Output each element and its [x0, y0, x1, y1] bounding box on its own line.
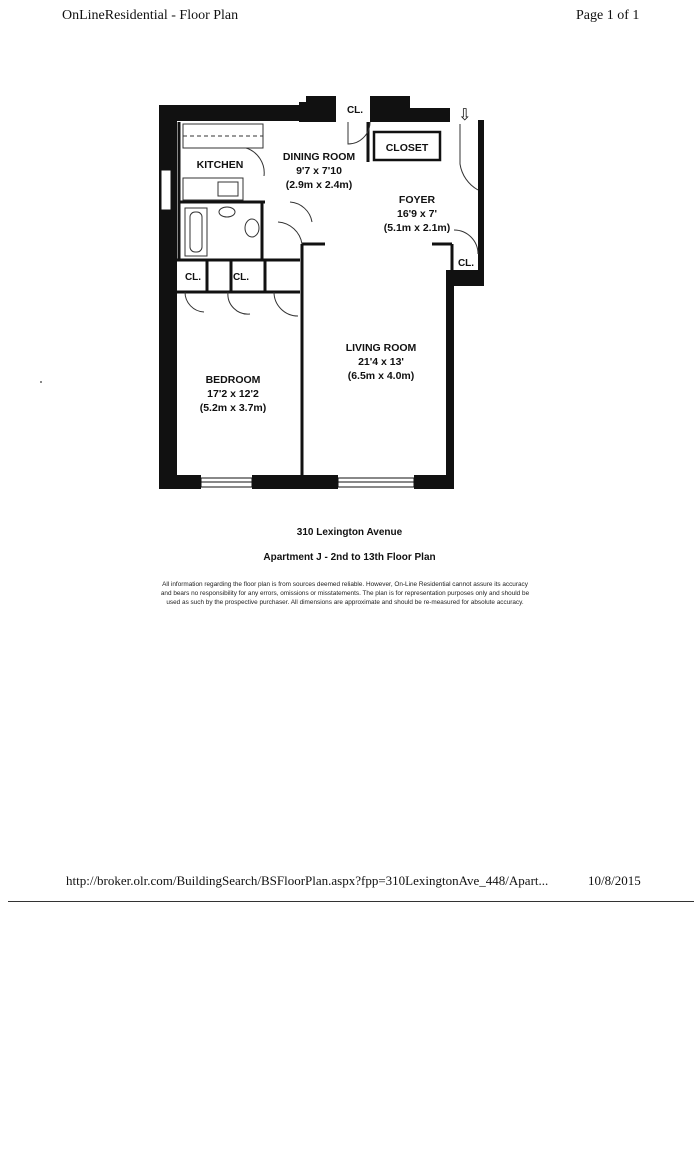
entry-arrow-icon: ⇩	[458, 105, 472, 124]
room-name-foyer: FOYER	[398, 194, 436, 206]
room-metric-living: (6.5m x 4.0m)	[347, 370, 415, 382]
room-dims-dining: 9'7 x 7'10	[296, 165, 342, 177]
closet-label: CLOSET	[385, 142, 429, 154]
room-dims-living: 21'4 x 13'	[358, 356, 404, 368]
windows	[161, 170, 414, 487]
closet-label-foyer: CL.	[457, 258, 475, 269]
room-dims-foyer: 16'9 x 7'	[396, 208, 438, 220]
document-title: OnLineResidential - Floor Plan	[62, 8, 239, 23]
room-metric-foyer: (5.1m x 2.1m)	[383, 222, 451, 234]
disclaimer	[92, 580, 598, 607]
source-url: http://broker.olr.com/BuildingSearch/BSFloorPlan.aspx?fpp=310LexingtonAve_448/Apart...	[66, 873, 549, 888]
disclaimer-line: and bears no responsibility for any errors, omissions or misstatements. The plan is for representation purposes only and should be	[160, 590, 530, 597]
room-metric-dining: (2.9m x 2.4m)	[285, 179, 353, 191]
room-name-living: LIVING ROOM	[345, 342, 417, 354]
building-address: 310 Lexington Avenue	[296, 527, 403, 538]
room-name-kitchen: KITCHEN	[196, 159, 244, 171]
room-metric-bedroom: (5.2m x 3.7m)	[199, 402, 267, 414]
room-name-bedroom: BEDROOM	[205, 374, 261, 386]
disclaimer-line: All information regarding the floor plan is from sources deemed reliable. However, On-Line Residential cannot assure its accuracy	[162, 581, 528, 588]
room-dims-bedroom: 17'2 x 12'2	[207, 388, 259, 400]
disclaimer-line: used as such by the prospective purchaser. All dimensions are approximate and should be re-measured for absolute accuracy.	[166, 599, 524, 606]
page-number: Page 1 of 1	[576, 8, 640, 23]
plan-subtitle: Apartment J - 2nd to 13th Floor Plan	[263, 552, 436, 563]
closet-label-bedroom-1: CL.	[184, 272, 202, 283]
closet-label-top: CL.	[346, 105, 364, 116]
kitchen-fixtures	[183, 124, 263, 256]
scan-speck	[40, 381, 42, 383]
floor-plan	[150, 96, 490, 496]
print-date: 10/8/2015	[588, 873, 641, 888]
footer-divider	[8, 901, 694, 902]
room-name-dining: DINING ROOM	[282, 151, 356, 163]
closet-label-bedroom-2: CL.	[232, 272, 250, 283]
